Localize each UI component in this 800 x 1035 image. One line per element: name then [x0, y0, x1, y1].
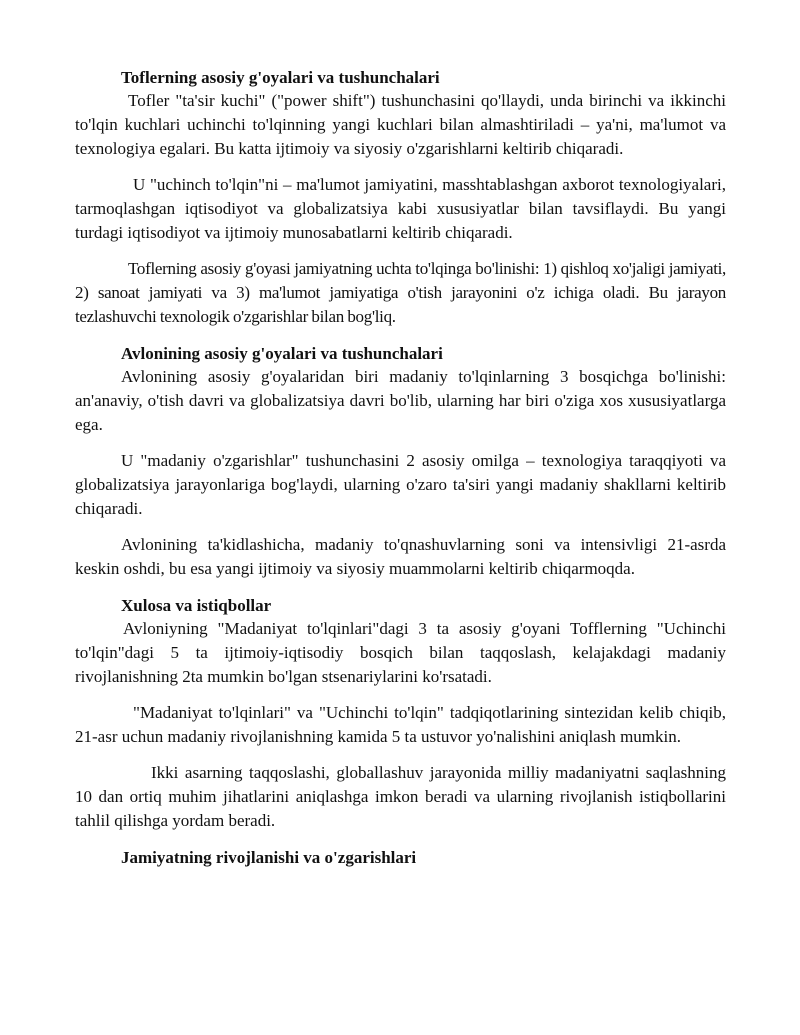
section-tofler-ideas	[75, 67, 726, 329]
paragraph: Tofler "ta'sir kuchi" ("power shift") tushunchasini qo'llaydi, unda birinchi va ikkinchi to'lqin kuchlari uchinchi to'lqinning yangi kuchlari bilan almashtiriladi – ya'ni, ma'lumot va texnologiya egalari. Bu katta ijtimoiy va siyosiy o'zgarishlarni keltirib chiqaradi.	[75, 91, 726, 158]
section-society-development	[75, 847, 726, 869]
document-body	[75, 67, 726, 883]
section-conclusion	[75, 595, 726, 833]
section-heading: Toflerning asosiy g'oyalari va tushunchalari	[121, 68, 440, 87]
section-heading: Avlonining asosiy g'oyalari va tushunchalari	[121, 344, 443, 363]
section-heading: Xulosa va istiqbollar	[121, 596, 272, 615]
paragraph: U "uchinch to'lqin"ni – ma'lumot jamiyatini, masshtablashgan axborot texnologiyalari, tarmoqlashgan iqtisodiyot va globalizatsiya kabi xususiyatlar bilan tavsiflaydi. Bu yangi turdagi iqtisodiyot va ijtimoiy munosabatlarni keltirib chiqaradi.	[75, 175, 726, 242]
paragraph: "Madaniyat to'lqinlari" va "Uchinchi to'lqin" tadqiqotlarining sintezidan kelib chiqib, 21-asr uchun madaniy rivojlanishning kamida 5 ta ustuvor yo'nalishini aniqlash mumkin.	[75, 703, 726, 746]
section-heading: Jamiyatning rivojlanishi va o'zgarishlari	[121, 848, 417, 867]
paragraph: Avlonining asosiy g'oyalaridan biri madaniy to'lqinlarning 3 bosqichga bo'linishi: an'anaviy, o'tish davri va globalizatsiya davri bo'lib, ularning har biri o'ziga xos xususiyatlarga ega.	[75, 367, 726, 434]
paragraph: Avlonining ta'kidlashicha, madaniy to'qnashuvlarning soni va intensivligi 21-asrda keskin oshdi, bu esa yangi ijtimoiy va siyosiy muammolarni keltirib chiqarmoqda.	[75, 535, 726, 578]
paragraph: Toflerning asosiy g'oyasi jamiyatning uchta to'lqinga bo'linishi: 1) qishloq xo'jaligi jamiyati, 2) sanoat jamiyati va 3) ma'lumot jamiyatiga o'tish jarayonini o'z ichiga oladi. Bu jarayon tezlashuvchi texnologik o'zgarishlar bilan bog'liq.	[75, 259, 726, 326]
paragraph: Avloniyning "Madaniyat to'lqinlari"dagi 3 ta asosiy g'oyani Tofflerning "Uchinchi to'lqin"dagi 5 ta ijtimoiy-iqtisodiy bosqich bilan taqqoslash, kelajakdagi madaniy rivojlanishning 2ta mumkin bo'lgan stsenariylarini ko'rsatadi.	[75, 619, 726, 686]
paragraph: U "madaniy o'zgarishlar" tushunchasini 2 asosiy omilga – texnologiya taraqqiyoti va globalizatsiya jarayonlariga bog'laydi, ularning o'zaro ta'siri yangi madaniy shakllarni keltirib chiqaradi.	[75, 451, 726, 518]
paragraph: Ikki asarning taqqoslashi, globallashuv jarayonida milliy madaniyatni saqlashning 10 dan ortiq muhim jihatlarini aniqlashga imkon beradi va ularning rivojlanish istiqbollarini tahlil qilishga yordam beradi.	[75, 763, 726, 830]
section-avloni-ideas	[75, 343, 726, 581]
